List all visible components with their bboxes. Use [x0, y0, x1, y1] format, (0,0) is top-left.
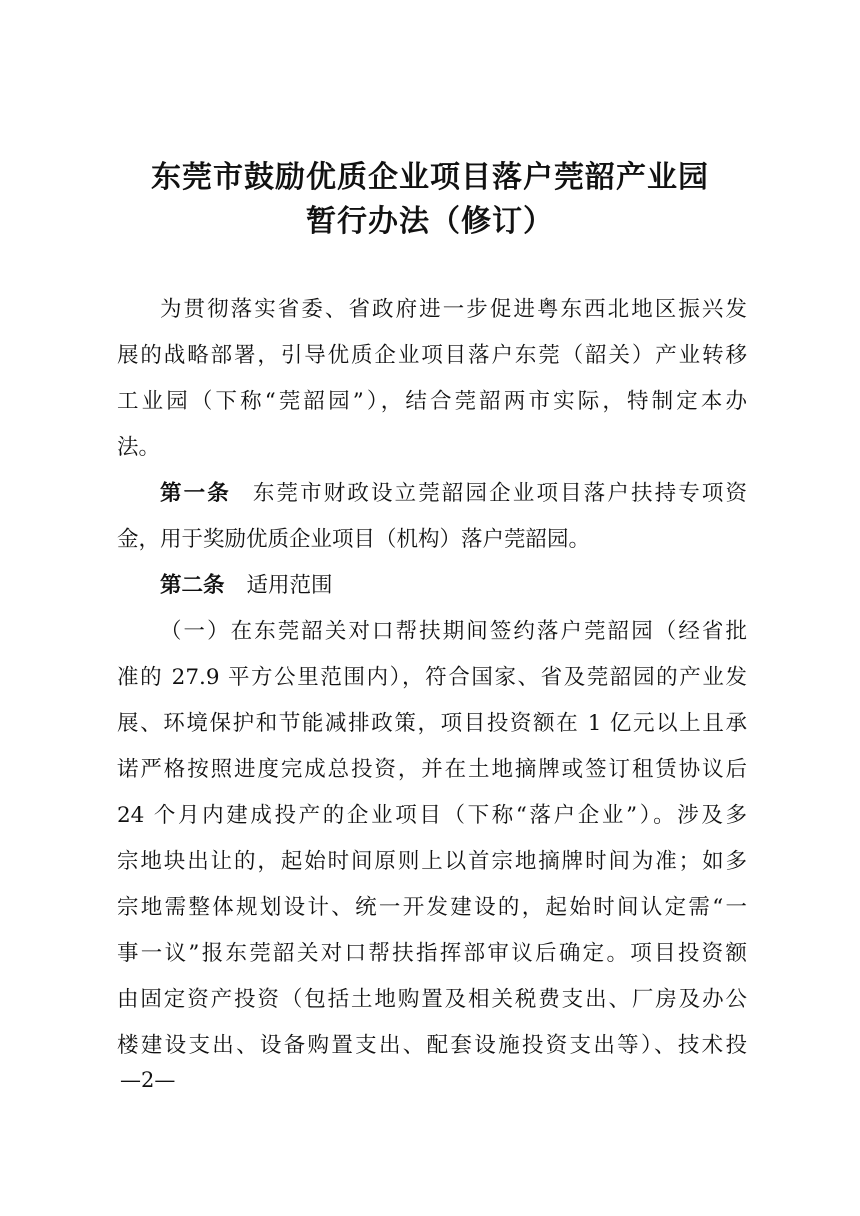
preamble-line: 为贯彻落实省委、省政府进一步促进粤东西北地区振兴发 [160, 297, 747, 322]
article-2-label: 第二条 [160, 573, 225, 598]
document-title-line-1: 东莞市鼓励优质企业项目落户莞韶产业园 [151, 160, 709, 195]
article-2-heading [117, 563, 747, 609]
article-1-text: 东莞市财政设立莞韶园企业项目落户扶持专项资 [252, 481, 747, 506]
preamble-line: 法。 [117, 435, 161, 460]
preamble-line: 展的战略部署，引导优质企业项目落户东莞（韶关）产业转移 [117, 343, 747, 368]
clause-1-line: 24 个月内建成投产的企业项目（下称“落户企业”）。涉及多 [117, 803, 747, 828]
clause-1-line: 由固定资产投资（包括土地购置及相关税费支出、厂房及办公 [117, 987, 747, 1012]
article-1-label: 第一条 [160, 481, 231, 506]
article-2-text: 适用范围 [246, 573, 333, 598]
clause-1-line: 宗地需整体规划设计、统一开发建设的，起始时间认定需“一 [117, 895, 747, 920]
page-number: —2— [120, 1068, 176, 1092]
clause-1-line: 楼建设支出、设备购置支出、配套设施投资支出等）、技术投 [117, 1033, 747, 1058]
article-1-line: 金，用于奖励优质企业项目（机构）落户莞韶园。 [117, 527, 591, 552]
article-1-first-line [117, 471, 747, 517]
clause-1-line: 事一议”报东莞韶关对口帮扶指挥部审议后确定。项目投资额 [117, 941, 747, 966]
clause-1-line: （一）在东莞韶关对口帮扶期间签约落户莞韶园（经省批 [160, 619, 747, 644]
clause-1-line: 准的 27.9 平方公里范围内），符合国家、省及莞韶园的产业发 [117, 665, 747, 690]
clause-1-line: 诺严格按照进度完成总投资，并在土地摘牌或签订租赁协议后 [117, 757, 747, 782]
preamble-line: 工业园（下称“莞韶园”），结合莞韶两市实际，特制定本办 [117, 389, 747, 414]
clause-1-line: 宗地块出让的，起始时间原则上以首宗地摘牌时间为准；如多 [117, 849, 747, 874]
clause-1-line: 展、环境保护和节能减排政策，项目投资额在 1 亿元以上且承 [117, 711, 747, 736]
document-body [117, 287, 747, 1069]
document-title-line-2: 暂行办法（修订） [306, 204, 554, 239]
